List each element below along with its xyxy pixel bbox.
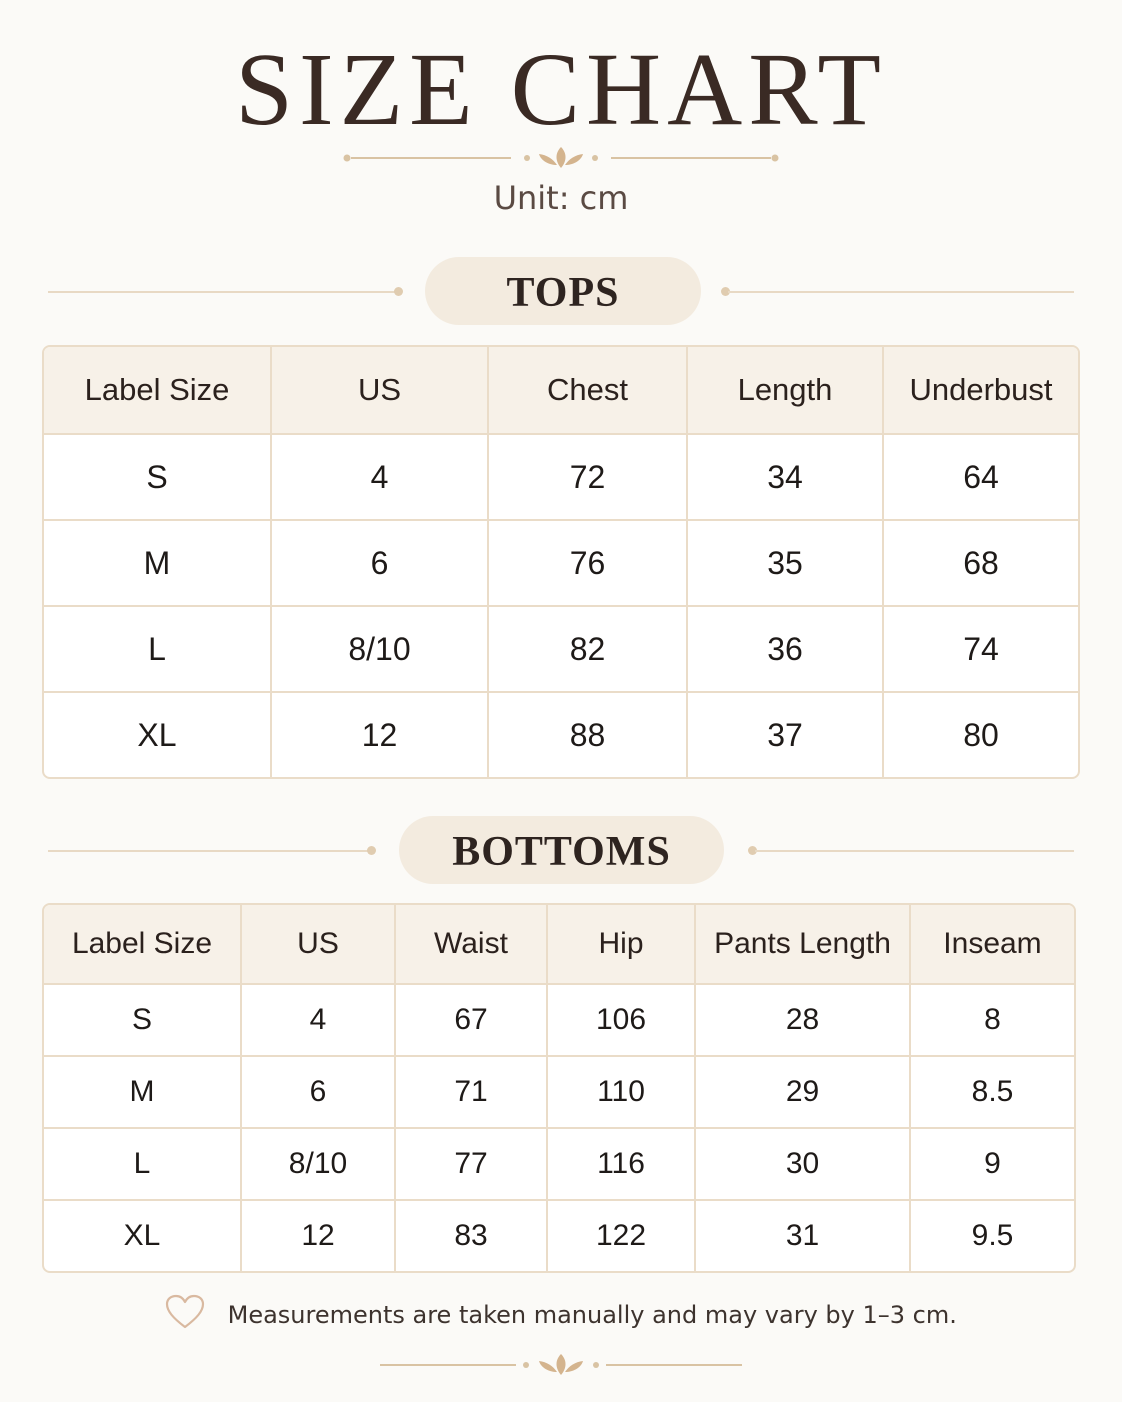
table-cell: 12 — [242, 1201, 396, 1271]
table-cell: 72 — [489, 435, 688, 521]
divider-dot — [367, 846, 376, 855]
table-cell: L — [44, 607, 272, 693]
column-header-us: US — [272, 347, 489, 435]
table-cell: 110 — [548, 1057, 696, 1129]
table-cell: 71 — [396, 1057, 548, 1129]
table-cell: M — [44, 521, 272, 607]
heart-icon — [165, 1294, 205, 1335]
flourish-icon — [341, 143, 781, 173]
table-cell: S — [44, 435, 272, 521]
table-cell: S — [44, 985, 242, 1057]
flourish-icon — [376, 1350, 746, 1380]
bottoms-heading-pill: BOTTOMS — [399, 816, 724, 884]
divider-line — [755, 850, 1074, 852]
table-row — [44, 521, 1078, 607]
table-cell: 28 — [696, 985, 911, 1057]
table-row — [44, 607, 1078, 693]
tops-heading-pill: TOPS — [425, 257, 701, 325]
measurement-note — [0, 1294, 1122, 1340]
table-cell: 29 — [696, 1057, 911, 1129]
bottoms-size-table — [42, 903, 1076, 1273]
divider-line — [48, 850, 370, 852]
table-row — [44, 1057, 1074, 1129]
column-header-pants-length: Pants Length — [696, 905, 911, 985]
note-text: Measurements are taken manually and may vary by 1–3 cm. — [227, 1300, 957, 1329]
table-row — [44, 1201, 1074, 1271]
column-header-label-size: Label Size — [44, 905, 242, 985]
unit-label: Unit: cm — [493, 179, 629, 217]
column-header-inseam: Inseam — [911, 905, 1074, 985]
table-cell: 9 — [911, 1129, 1074, 1201]
table-row — [44, 1129, 1074, 1201]
column-header-waist: Waist — [396, 905, 548, 985]
table-cell: 12 — [272, 693, 489, 777]
table-cell: 88 — [489, 693, 688, 777]
footer-ornament — [0, 1350, 1122, 1380]
table-row — [44, 985, 1074, 1057]
bottoms-section-heading — [0, 816, 1122, 886]
table-cell: 30 — [696, 1129, 911, 1201]
table-cell: 4 — [242, 985, 396, 1057]
table-cell: 37 — [688, 693, 884, 777]
divider-dot — [394, 287, 403, 296]
table-cell: XL — [44, 693, 272, 777]
table-cell: XL — [44, 1201, 242, 1271]
table-cell: L — [44, 1129, 242, 1201]
table-header-row — [44, 905, 1074, 985]
column-header-chest: Chest — [489, 347, 688, 435]
table-cell: 9.5 — [971, 1219, 1014, 1252]
page-title: SIZE CHART — [235, 32, 887, 147]
table-cell: 6 — [242, 1057, 396, 1129]
table-cell: 74 — [884, 607, 1078, 693]
column-header-hip: Hip — [548, 905, 696, 985]
column-header-us: US — [242, 905, 396, 985]
tops-section-heading — [0, 257, 1122, 327]
table-cell: 76 — [489, 521, 688, 607]
table-cell: 83 — [396, 1201, 548, 1271]
table-cell: 68 — [884, 521, 1078, 607]
table-cell: 34 — [688, 435, 884, 521]
table-cell: 106 — [548, 985, 696, 1057]
column-header-length: Length — [688, 347, 884, 435]
table-cell: 116 — [548, 1129, 696, 1201]
table-cell: 8/10 — [272, 607, 489, 693]
table-cell: 82 — [489, 607, 688, 693]
title-ornament — [0, 143, 1122, 173]
table-cell: 35 — [688, 521, 884, 607]
divider-line — [48, 291, 396, 293]
table-cell: 4 — [272, 435, 489, 521]
column-header-underbust: Underbust — [884, 347, 1078, 435]
table-cell: 8/10 — [242, 1129, 396, 1201]
tops-size-table — [42, 345, 1080, 779]
table-cell: 8.5 — [911, 1057, 1074, 1129]
table-cell: 67 — [396, 985, 548, 1057]
table-cell: 36 — [688, 607, 884, 693]
table-cell: 31 — [696, 1201, 911, 1271]
table-cell: 6 — [272, 521, 489, 607]
table-header-row — [44, 347, 1078, 435]
divider-line — [728, 291, 1074, 293]
table-cell: 64 — [884, 435, 1078, 521]
table-cell: 77 — [396, 1129, 548, 1201]
column-header-label-size: Label Size — [44, 347, 272, 435]
table-cell: 8 — [911, 985, 1074, 1057]
table-cell: 122 — [548, 1201, 696, 1271]
table-cell: M — [44, 1057, 242, 1129]
table-cell: 80 — [963, 716, 999, 753]
table-row — [44, 435, 1078, 521]
table-row — [44, 693, 1078, 777]
